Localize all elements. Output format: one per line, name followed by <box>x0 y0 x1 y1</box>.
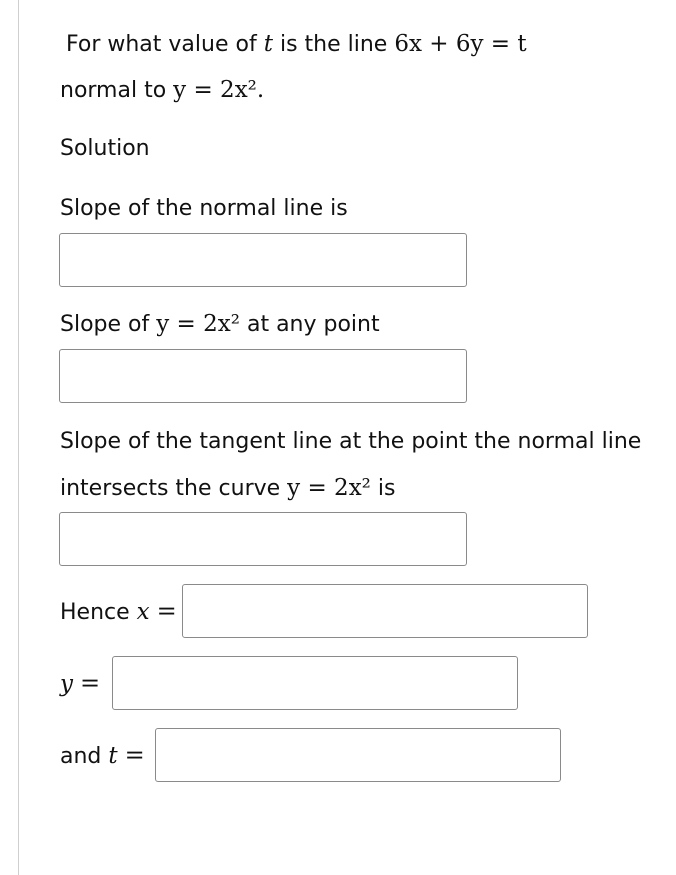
question-curve-equation: y = 2x² <box>173 77 257 103</box>
x-equals: = <box>156 597 177 625</box>
y-equals: = <box>80 669 101 697</box>
t-equals: = <box>124 741 145 769</box>
t-var: t <box>108 743 118 769</box>
question-text-2: is the line <box>279 32 388 57</box>
x-var: x <box>136 599 150 625</box>
question-line-1 <box>66 30 527 59</box>
and-label: and <box>60 744 102 769</box>
normal-slope-input[interactable] <box>59 233 467 287</box>
hence-label: Hence <box>60 600 130 625</box>
tangent-label-post: is <box>377 476 396 501</box>
y-label <box>60 669 100 699</box>
x-input[interactable] <box>182 584 588 638</box>
t-input[interactable] <box>155 728 561 782</box>
curve-slope-equation: y = 2x² <box>156 311 240 337</box>
curve-slope-input[interactable] <box>59 349 467 403</box>
normal-slope-label: Slope of the normal line is <box>60 196 348 221</box>
question-line-2 <box>60 76 264 105</box>
question-line-equation: 6x + 6y = t <box>394 31 527 57</box>
tangent-slope-input[interactable] <box>59 512 467 566</box>
curve-slope-label-pre: Slope of <box>60 312 150 337</box>
tangent-slope-label-line-2 <box>60 474 395 503</box>
curve-slope-label <box>60 310 380 339</box>
y-var: y <box>60 671 73 697</box>
y-input[interactable] <box>112 656 518 710</box>
left-border <box>18 0 19 875</box>
and-t-label <box>60 741 145 771</box>
question-t-var: t <box>263 31 273 57</box>
tangent-label-pre: intersects the curve <box>60 476 281 501</box>
hence-x-label <box>60 597 177 627</box>
question-text-1: For what value of <box>66 32 257 57</box>
question-text-3: normal to <box>60 78 167 103</box>
curve-slope-label-post: at any point <box>246 312 380 337</box>
solution-heading: Solution <box>60 136 150 161</box>
tangent-slope-label-line-1: Slope of the tangent line at the point the normal line <box>60 429 642 454</box>
question-period: . <box>256 77 265 103</box>
tangent-curve-equation: y = 2x² <box>287 475 371 501</box>
